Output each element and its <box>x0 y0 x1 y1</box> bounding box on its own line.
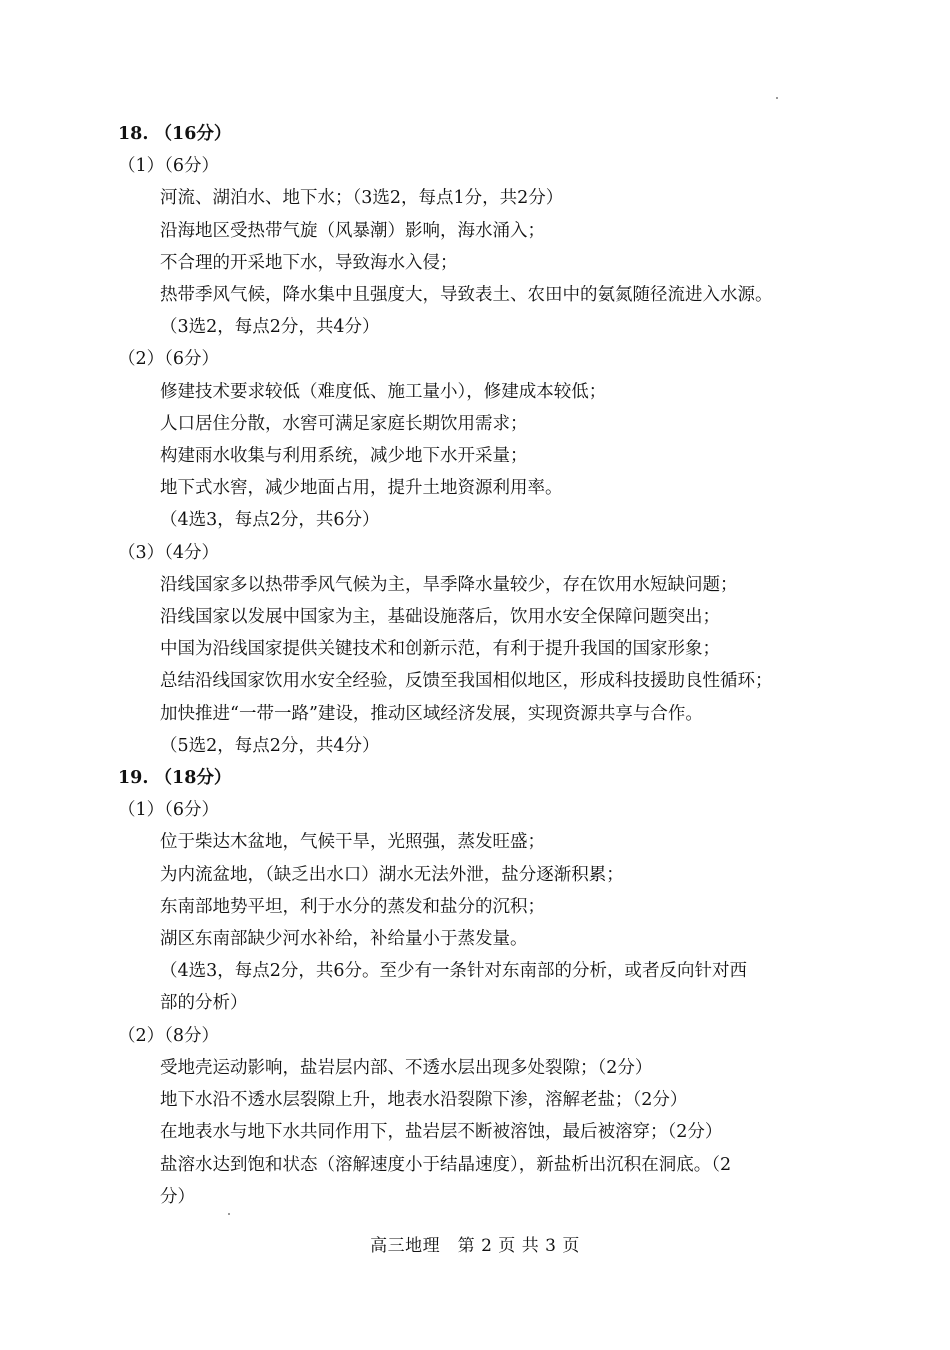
q19-part1-scoring-note: （4选3，每点2分，共6分。至少有一条针对东南部的分析，或者反向针对西 <box>160 961 748 982</box>
q18-part1-answer: 热带季风气候，降水集中且强度大，导致表土、农田中的氨氮随径流进入水源。 <box>160 285 773 306</box>
q18-part3-answer: 沿线国家以发展中国家为主，基础设施落后，饮用水安全保障问题突出； <box>160 607 720 628</box>
q19-part1-answer: 位于柴达木盆地，气候干旱，光照强，蒸发旺盛； <box>160 832 545 853</box>
q18-part3-answer: 总结沿线国家饮用水安全经验，反馈至我国相似地区，形成科技援助良性循环； <box>160 671 773 692</box>
scan-speck <box>228 1213 230 1215</box>
q18-part3-answer: 沿线国家多以热带季风气候为主，旱季降水量较少，存在饮用水短缺问题； <box>160 574 738 595</box>
q19-part2-label: （2）（8分） <box>118 1025 220 1046</box>
q18-part3-scoring-note: （5选2，每点2分，共4分） <box>160 735 380 756</box>
q19-part1-answer: 东南部地势平坦，利于水分的蒸发和盐分的沉积； <box>160 896 545 917</box>
q19-part2-answer: 盐溶水达到饱和状态（溶解速度小于结晶速度），新盐析出沉积在洞底。（2 <box>160 1154 732 1175</box>
answer-content <box>118 118 858 1213</box>
q19-part1-answer: 湖区东南部缺少河水补给，补给量小于蒸发量。 <box>160 929 528 950</box>
q19-part2-answer: 地下水沿不透水层裂隙上升，地表水沿裂隙下渗，溶解老盐；（2分） <box>160 1090 688 1111</box>
q18-part1-answer: 沿海地区受热带气旋（风暴潮）影响，海水涌入； <box>160 220 545 241</box>
q19-part1-scoring-note-cont: 部的分析） <box>160 993 248 1014</box>
q18-part2-answer: 人口居住分散，水窖可满足家庭长期饮用需求； <box>160 413 528 434</box>
question-19-title: 19. （18分） <box>118 768 232 789</box>
q18-part2-answer: 地下式水窖，减少地面占用，提升土地资源利用率。 <box>160 478 563 499</box>
q19-part2-answer: 受地壳运动影响，盐岩层内部、不透水层出现多处裂隙；（2分） <box>160 1057 653 1078</box>
q18-part1-answer: 不合理的开采地下水，导致海水入侵； <box>160 252 458 273</box>
q18-part3-answer: 中国为沿线国家提供关键技术和创新示范，有利于提升我国的国家形象； <box>160 639 720 660</box>
q18-part3-answer: 加快推进“一带一路”建设，推动区域经济发展，实现资源共享与合作。 <box>160 703 703 724</box>
q18-part2-answer: 修建技术要求较低（难度低、施工量小），修建成本较低； <box>160 381 607 402</box>
question-18-title: 18. （16分） <box>118 124 232 144</box>
q18-part2-label: （2）（6分） <box>118 349 220 370</box>
q18-part1-scoring-note: （3选2，每点2分，共4分） <box>160 317 380 338</box>
q18-part3-label: （3）（4分） <box>118 542 220 563</box>
q18-part2-answer: 构建雨水收集与利用系统，减少地下水开采量； <box>160 446 528 467</box>
scan-speck <box>776 97 778 99</box>
q18-part1-label: （1）（6分） <box>118 156 220 177</box>
q19-part1-answer: 为内流盆地，（缺乏出水口）湖水无法外泄，盐分逐渐积累； <box>160 864 624 885</box>
page-footer: 高三地理 第 2 页 共 3 页 <box>370 1236 580 1256</box>
q19-part2-answer: 在地表水与地下水共同作用下，盐岩层不断被溶蚀，最后被溶穿；（2分） <box>160 1122 723 1143</box>
q19-part2-answer-cont: 分） <box>160 1186 195 1207</box>
q18-part1-answer: 河流、湖泊水、地下水；（3选2，每点1分，共2分） <box>160 188 564 209</box>
q19-part1-label: （1）（6分） <box>118 800 220 821</box>
q18-part2-scoring-note: （4选3，每点2分，共6分） <box>160 510 380 531</box>
